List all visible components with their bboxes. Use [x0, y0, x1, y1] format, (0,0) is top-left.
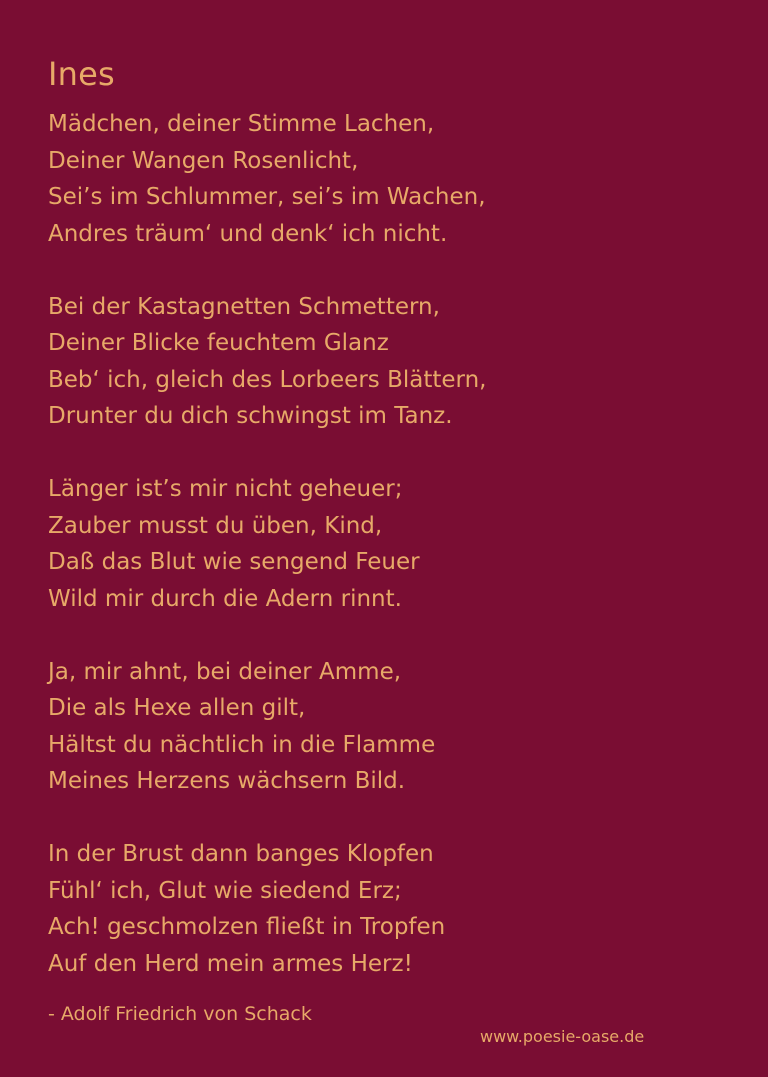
stanza-2	[48, 289, 728, 435]
stanza-5	[48, 836, 728, 982]
poem-line: Andres träum‘ und denk‘ ich nicht.	[48, 220, 448, 247]
poem-line: Ja, mir ahnt, bei deiner Amme,	[48, 658, 402, 685]
poem-line: Zauber musst du üben, Kind,	[48, 512, 383, 539]
poem-line: In der Brust dann banges Klopfen	[48, 841, 434, 867]
poem-line: Hältst du nächtlich in die Flamme	[48, 731, 436, 758]
poem-line: Fühl‘ ich, Glut wie siedend Erz;	[48, 877, 402, 904]
poem-line: Deiner Blicke feuchtem Glanz	[48, 330, 389, 356]
poem-line: Bei der Kastagnetten Schmettern,	[48, 293, 440, 320]
website-url: www.poesie-oase.de	[480, 1027, 645, 1046]
stanza-1	[48, 106, 728, 252]
poem-line: Die als Hexe allen gilt,	[48, 695, 306, 721]
poem-line: Sei’s im Schlummer, sei’s im Wachen,	[48, 184, 486, 210]
poem-line: Mädchen, deiner Stimme Lachen,	[48, 111, 435, 137]
poem-line: Deiner Wangen Rosenlicht,	[48, 147, 359, 174]
poem-line: Ach! geschmolzen fließt in Tropfen	[48, 914, 446, 940]
poem-line: Beb‘ ich, gleich des Lorbeers Blättern,	[48, 366, 487, 393]
poem-line: Auf den Herd mein armes Herz!	[48, 950, 413, 977]
stanza-4	[48, 654, 728, 800]
poem-line: Daß das Blut wie sengend Feuer	[48, 549, 420, 575]
poem-line: Wild mir durch die Adern rinnt.	[48, 585, 402, 612]
poem-author: - Adolf Friedrich von Schack	[48, 1003, 312, 1025]
poem-title: Ines	[48, 55, 115, 93]
poem-line: Meines Herzens wächsern Bild.	[48, 768, 406, 794]
poem-body	[48, 106, 728, 1019]
poem-line: Drunter du dich schwingst im Tanz.	[48, 403, 453, 429]
poem-line: Länger ist’s mir nicht geheuer;	[48, 476, 403, 502]
stanza-3	[48, 471, 728, 617]
